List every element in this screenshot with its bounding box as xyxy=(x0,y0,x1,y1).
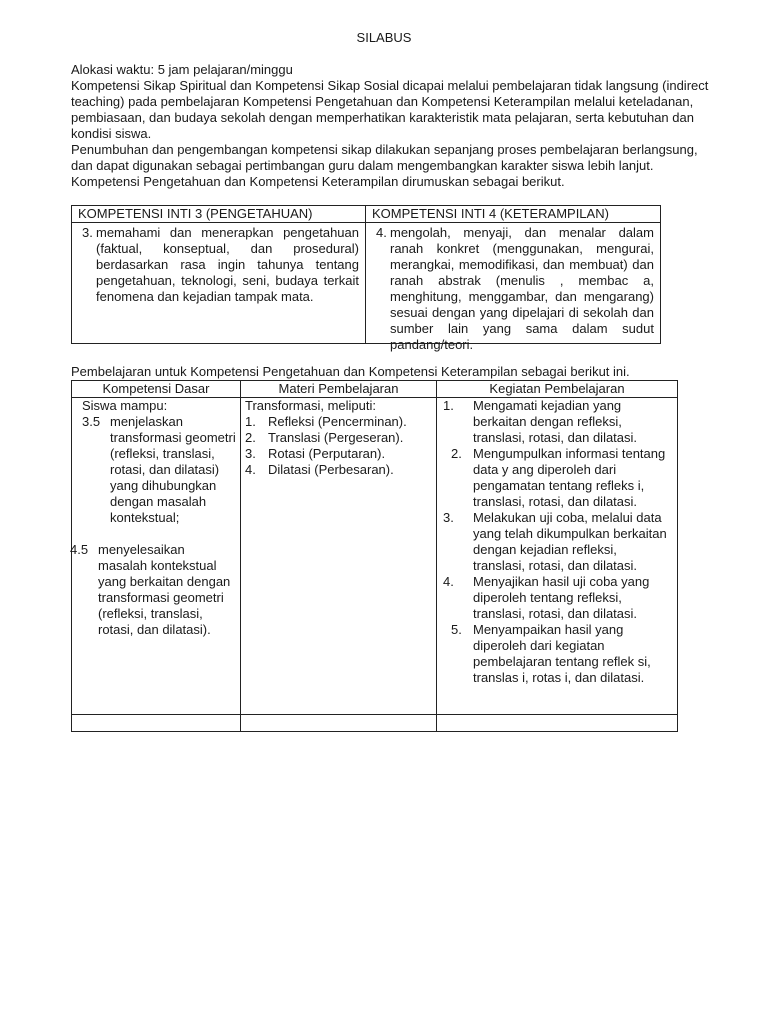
materi-item xyxy=(245,430,432,446)
list-text: Rotasi (Perputaran). xyxy=(268,446,386,461)
kd-number: 3.5 xyxy=(82,414,101,429)
intro-section xyxy=(71,62,711,190)
kegiatan-item xyxy=(443,398,671,446)
materi-item xyxy=(245,462,432,478)
list-number: 4. xyxy=(443,574,454,589)
section-lead: Pembelajaran untuk Kompetensi Pengetahuan dan Kompetensi Keterampilan sebagai berikut ini. xyxy=(71,364,630,379)
materi-cell xyxy=(241,398,437,715)
kd-number: 4.5 xyxy=(70,542,89,557)
list-number: 5. xyxy=(451,622,462,637)
kegiatan-header: Kegiatan Pembelajaran xyxy=(437,381,678,398)
page-title: SILABUS xyxy=(356,30,412,45)
empty-cell xyxy=(437,715,678,732)
intro-paragraph: Kompetensi Pengetahuan dan Kompetensi Keterampilan dirumuskan sebagai berikut. xyxy=(71,174,565,189)
ki4-header: KOMPETENSI INTI 4 (KETERAMPILAN) xyxy=(366,206,661,223)
kegiatan-item xyxy=(443,446,671,510)
list-text: Mengamati kejadian yang berkaitan dengan refleksi, translasi, rotasi, dan dilatasi. xyxy=(473,398,638,445)
list-text: Refleksi (Pencerminan). xyxy=(268,414,407,429)
ki3-cell xyxy=(72,223,366,344)
list-text: Dilatasi (Perbesaran). xyxy=(268,462,394,477)
kd-text: menyelesaikan masalah kontekstual yang berkaitan dengan transformasi geometri (refleksi, translasi, rotasi, dan dilatasi). xyxy=(98,542,231,637)
list-number: 3. xyxy=(245,446,256,461)
ki4-text: mengolah, menyaji, dan menalar dalam ranah konkret (menggunakan, mengurai, merangkai, memodifikasi, dan membuat) dan ranah abstrak (menulis , membac a, menghitung, menggambar, dan mengarang) sesuai dengan yang dipelajari di sekolah dan sumber lain yang sama dalam sudut pandang/teori. xyxy=(390,225,654,352)
kd-item xyxy=(70,542,236,638)
kd-text: menjelaskan transformasi geometri (refleksi, translasi, rotasi, dan dilatasi) yang dihubungkan dengan masalah kontekstual; xyxy=(110,414,236,525)
list-number: 2. xyxy=(245,430,256,445)
kompetensi-dasar-table xyxy=(71,380,678,732)
kegiatan-item xyxy=(443,574,671,622)
list-number: 1. xyxy=(245,414,256,429)
list-number: 1. xyxy=(443,398,454,413)
materi-item xyxy=(245,446,432,462)
list-number: 3. xyxy=(443,510,454,525)
ki4-cell xyxy=(366,223,661,352)
list-text: Menyajikan hasil uji coba yang diperoleh tentang refleksi, translasi, rotasi, dan dilatasi. xyxy=(473,574,650,621)
kegiatan-cell xyxy=(437,398,678,715)
intro-paragraph: Penumbuhan dan pengembangan kompetensi sikap dilakukan sepanjang proses pembelajaran berlangsung, dan dapat digunakan sebagai pertimbangan guru dalam mengembangkan karakter siswa lebih lanjut. xyxy=(71,142,698,173)
materi-header: Materi Pembelajaran xyxy=(241,381,437,398)
empty-cell xyxy=(241,715,437,732)
intro-paragraph: Alokasi waktu: 5 jam pelajaran/minggu xyxy=(71,62,293,77)
list-text: Translasi (Pergeseran). xyxy=(268,430,404,445)
list-number: 2. xyxy=(451,446,462,461)
ki3-text: memahami dan menerapkan pengetahuan (faktual, konseptual, dan prosedural) berdasarkan rasa ingin tahunya tentang pengetahuan, teknologi, seni, budaya terkait fenomena dan kejadian tampak mata. xyxy=(96,225,359,304)
kd-item xyxy=(76,414,236,526)
kd-header: Kompetensi Dasar xyxy=(72,381,241,398)
kd-intro: Siswa mampu: xyxy=(82,398,168,413)
ki4-number: 4. xyxy=(376,225,387,240)
materi-intro: Transformasi, meliputi: xyxy=(245,398,376,413)
list-number: 4. xyxy=(245,462,256,477)
list-text: Melakukan uji coba, melalui data yang telah dikumpulkan berkaitan dengan kejadian refleksi, translasi, rotasi, dan dilatasi. xyxy=(473,510,667,573)
kegiatan-item xyxy=(443,510,671,574)
list-text: Menyampaikan hasil yang diperoleh dari kegiatan pembelajaran tentang reflek si, translas i, rotas i, dan dilatasi. xyxy=(473,622,651,685)
kompetensi-inti-table xyxy=(71,205,661,352)
kegiatan-item xyxy=(443,622,671,686)
empty-cell xyxy=(72,715,241,732)
ki3-header: KOMPETENSI INTI 3 (PENGETAHUAN) xyxy=(72,206,366,223)
kd-cell xyxy=(72,398,241,715)
ki3-number: 3. xyxy=(82,225,93,240)
intro-paragraph: Kompetensi Sikap Spiritual dan Kompetensi Sikap Sosial dicapai melalui pembelajaran tidak langsung (indirect teaching) pada pembelajaran Kompetensi Pengetahuan dan Kompetensi Keterampilan melalui keteladanan, pembiasaan, dan budaya sekolah dengan memperhatikan karakteristik mata pelajaran, serta kebutuhan dan kondisi siswa. xyxy=(71,78,709,141)
list-text: Mengumpulkan informasi tentang data y ang diperoleh dari pengamatan tentang refleks i, translasi, rotasi, dan dilatasi. xyxy=(473,446,666,509)
materi-item xyxy=(245,414,432,430)
